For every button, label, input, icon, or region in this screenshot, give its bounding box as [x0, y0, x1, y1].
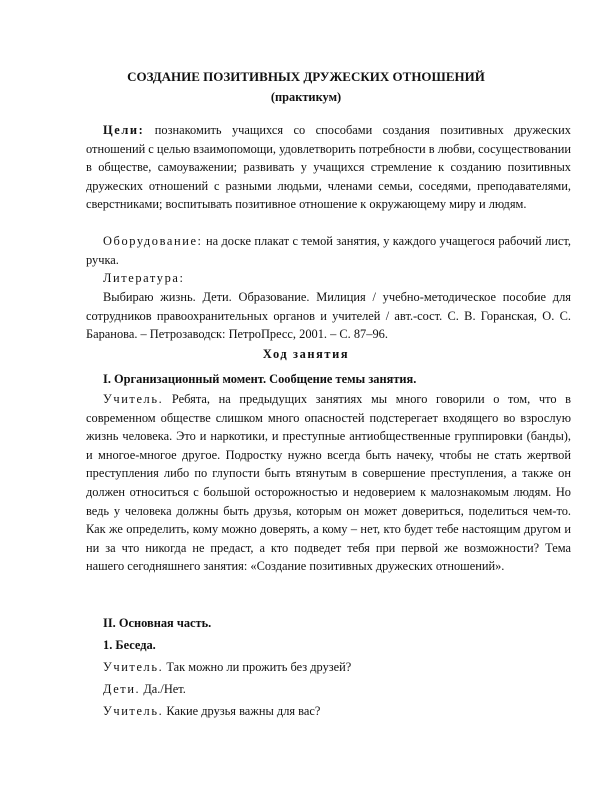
- lesson-heading: Ход занятия: [262, 347, 350, 361]
- dialogue-line: [103, 702, 320, 721]
- document-title: СОЗДАНИЕ ПОЗИТИВНЫХ ДРУЖЕСКИХ ОТНОШЕНИЙ: [127, 69, 485, 84]
- dialogue-speaker: Учитель.: [103, 660, 164, 674]
- literature-label: Литература:: [103, 271, 185, 285]
- document-subtitle: (практикум): [270, 90, 342, 104]
- equipment-text: на доске плакат с темой занятия, у каждого учащегося рабочий лист, ручка.: [86, 234, 571, 267]
- section1-text: Ребята, на предыдущих занятиях мы много говорили о том, что в современном обществе слишком много опасностей подстерегает входящего во взрослую жизнь человека. Это и наркотики, и преступные антиобщественные группировки (банды), и многое-многое другое. Подростку нужно всегда быть начеку, чтобы не стать жертвой преступления либо по глупости быть втянутым в совершение преступления, а также он должен относиться с большой осторожностью и недоверием к малознакомым людям. Но ведь у человека должны быть друзья, которым он может довериться, поделиться чем-то. Как же определить, кому можно доверять, а кому – нет, кто будет тебе настоящим другом и ни за что никогда не предаст, а кто подведет тебя при первой же возможности? Тема нашего сегодняшнего занятия: «Создание позитивных дружеских отношений».: [86, 392, 571, 574]
- section1-paragraph: [86, 390, 571, 576]
- dialogue-speaker: Дети.: [103, 682, 141, 696]
- goals-paragraph: [86, 121, 571, 214]
- equipment-label: Оборудование:: [103, 234, 203, 248]
- dialogue-speaker: Учитель.: [103, 704, 164, 718]
- literature-text: Выбираю жизнь. Дети. Образование. Милиция / учебно-методическое пособие для сотрудников правоохранительных органов и учителей / авт.-сост. С. В. Горанская, О. С. Баранова. – Петрозаводск: ПетроПресс, 2001. – С. 87–96.: [86, 290, 571, 342]
- section2-heading: II. Основная часть.: [103, 616, 212, 630]
- section2-subheading: 1. Беседа.: [103, 638, 156, 652]
- equipment-paragraph: [86, 232, 571, 269]
- goals-label: Цели:: [103, 123, 145, 137]
- dialogue-line: [103, 680, 186, 699]
- dialogue-text: Да./Нет.: [140, 682, 186, 696]
- dialogue-text: Так можно ли прожить без друзей?: [163, 660, 352, 674]
- goals-text: познакомить учащихся со способами создания позитивных дружеских отношений с целью взаимопомощи, удовлетворить потребности в любви, сосуществовании в обществе, самоуважении; развивать у учащихся стремление к созданию позитивных дружеских отношений с разными людьми, членами семьи, соседями, преподавателями, сверстниками; воспитывать позитивное отношение к окружающему миру и людям.: [86, 123, 571, 212]
- section1-speaker: Учитель.: [103, 392, 164, 406]
- dialogue-text: Какие друзья важны для вас?: [163, 704, 321, 718]
- section1-heading: I. Организационный момент. Сообщение темы занятия.: [103, 372, 417, 386]
- dialogue-line: [103, 658, 351, 677]
